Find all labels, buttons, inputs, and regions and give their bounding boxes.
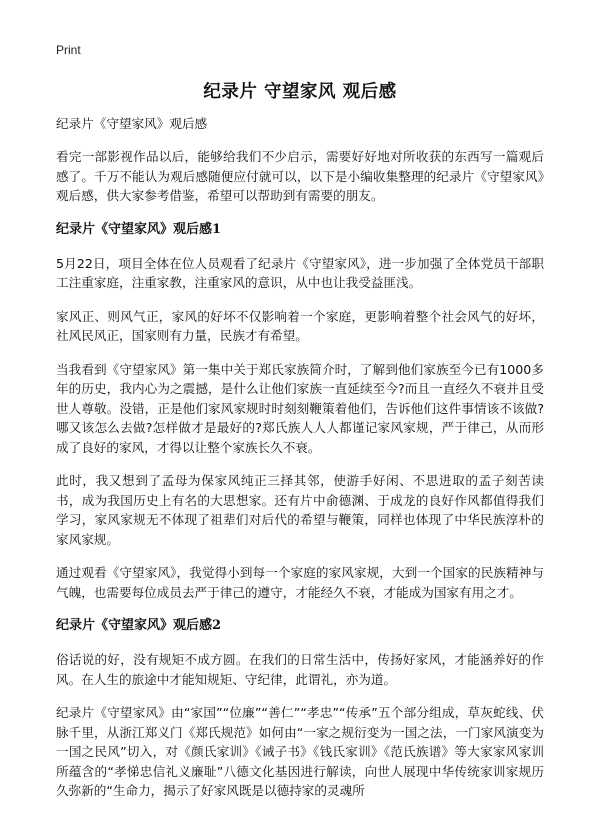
section-2-paragraph-2: 纪录片《守望家风》由“家国”“位廉”“善仁”“孝忠”“传承”五个部分组成，草灰蛇线、伏脉千里，从浙江郑义门《郑氏规范》如何由“一家之规衍变为一国之法，一门家风演变为一国之民风”切入，对《颜氏家训》《诫子书》《钱氏家训》《范氏族谱》等大家家风家训所蕴含的“孝悌忠信礼义廉耻”八德文化基因进行解读，向世人展现中华传统家训家规历久弥新的“生命力，揭示了好家风既是以德持家的灵魂所 bbox=[56, 705, 544, 798]
section-heading-1: 纪录片《守望家风》观后感1 bbox=[56, 221, 222, 237]
section-1-paragraph-1: 5月22日，项目全体在位人员观看了纪录片《守望家风》，进一步加强了全体党员干部职工注重家庭，注重家教，注重家风的意识，从中也让我受益匪浅。 bbox=[56, 255, 544, 290]
print-label: Print bbox=[56, 43, 81, 57]
section-2-paragraph-1: 俗话说的好，没有规矩不成方圆。在我们的日常生活中，传扬好家风，才能涵养好的作风。在人生的旅途中才能知规矩、守纪律，此谓礼，亦为道。 bbox=[56, 652, 544, 687]
section-1-paragraph-5: 通过观看《守望家风》，我觉得小到每一个家庭的家风家规，大到一个国家的民族精神与气魄，也需要每位成员去严于律己的遵守，才能经久不衰，才能成为国家有用之才。 bbox=[56, 565, 544, 600]
document-subtitle: 纪录片《守望家风》观后感 bbox=[56, 116, 208, 131]
section-1-paragraph-3: 当我看到《守望家风》第一集中关于郑氏家族简介时，了解到他们家族至今已有1000多年的历史，我内心为之震撼，是什么让他们家族一直延续至今?而且一直经久不衰并且受世人尊敬。没错，正是他们家风家规时时刻刻鞭策着他们，告诉他们这件事情该不该做?哪又该怎么去做?怎样做才是最好的?郑氏族人人人都谨记家风家规，严于律己，从而形成了良好的家风，才得以让整个家族长久不衰。 bbox=[56, 361, 544, 455]
intro-paragraph: 看完一部影视作品以后，能够给我们不少启示，需要好好地对所收获的东西写一篇观后感了。千万不能认为观后感随便应付就可以，以下是小编收集整理的纪录片《守望家风》观后感，供大家参考借鉴，希望可以帮助到有需要的朋友。 bbox=[56, 149, 544, 203]
section-1-paragraph-2: 家风正、则风气正，家风的好坏不仅影响着一个家庭，更影响着整个社会风气的好坏，社风民风正，国家则有力量，民族才有希望。 bbox=[56, 308, 544, 343]
section-1-paragraph-4: 此时，我又想到了孟母为保家风纯正三择其邻，使游手好闲、不思进取的孟子刻苦读书，成为我国历史上有名的大思想家。还有片中俞德渊、于成龙的良好作风都值得我们学习，家风家规无不体现了祖辈们对后代的希望与鞭策，同样也体现了中华民族淳朴的家风家规。 bbox=[56, 473, 544, 547]
page-title: 纪录片 守望家风 观后感 bbox=[203, 82, 397, 102]
section-heading-2: 纪录片《守望家风》观后感2 bbox=[56, 618, 222, 633]
